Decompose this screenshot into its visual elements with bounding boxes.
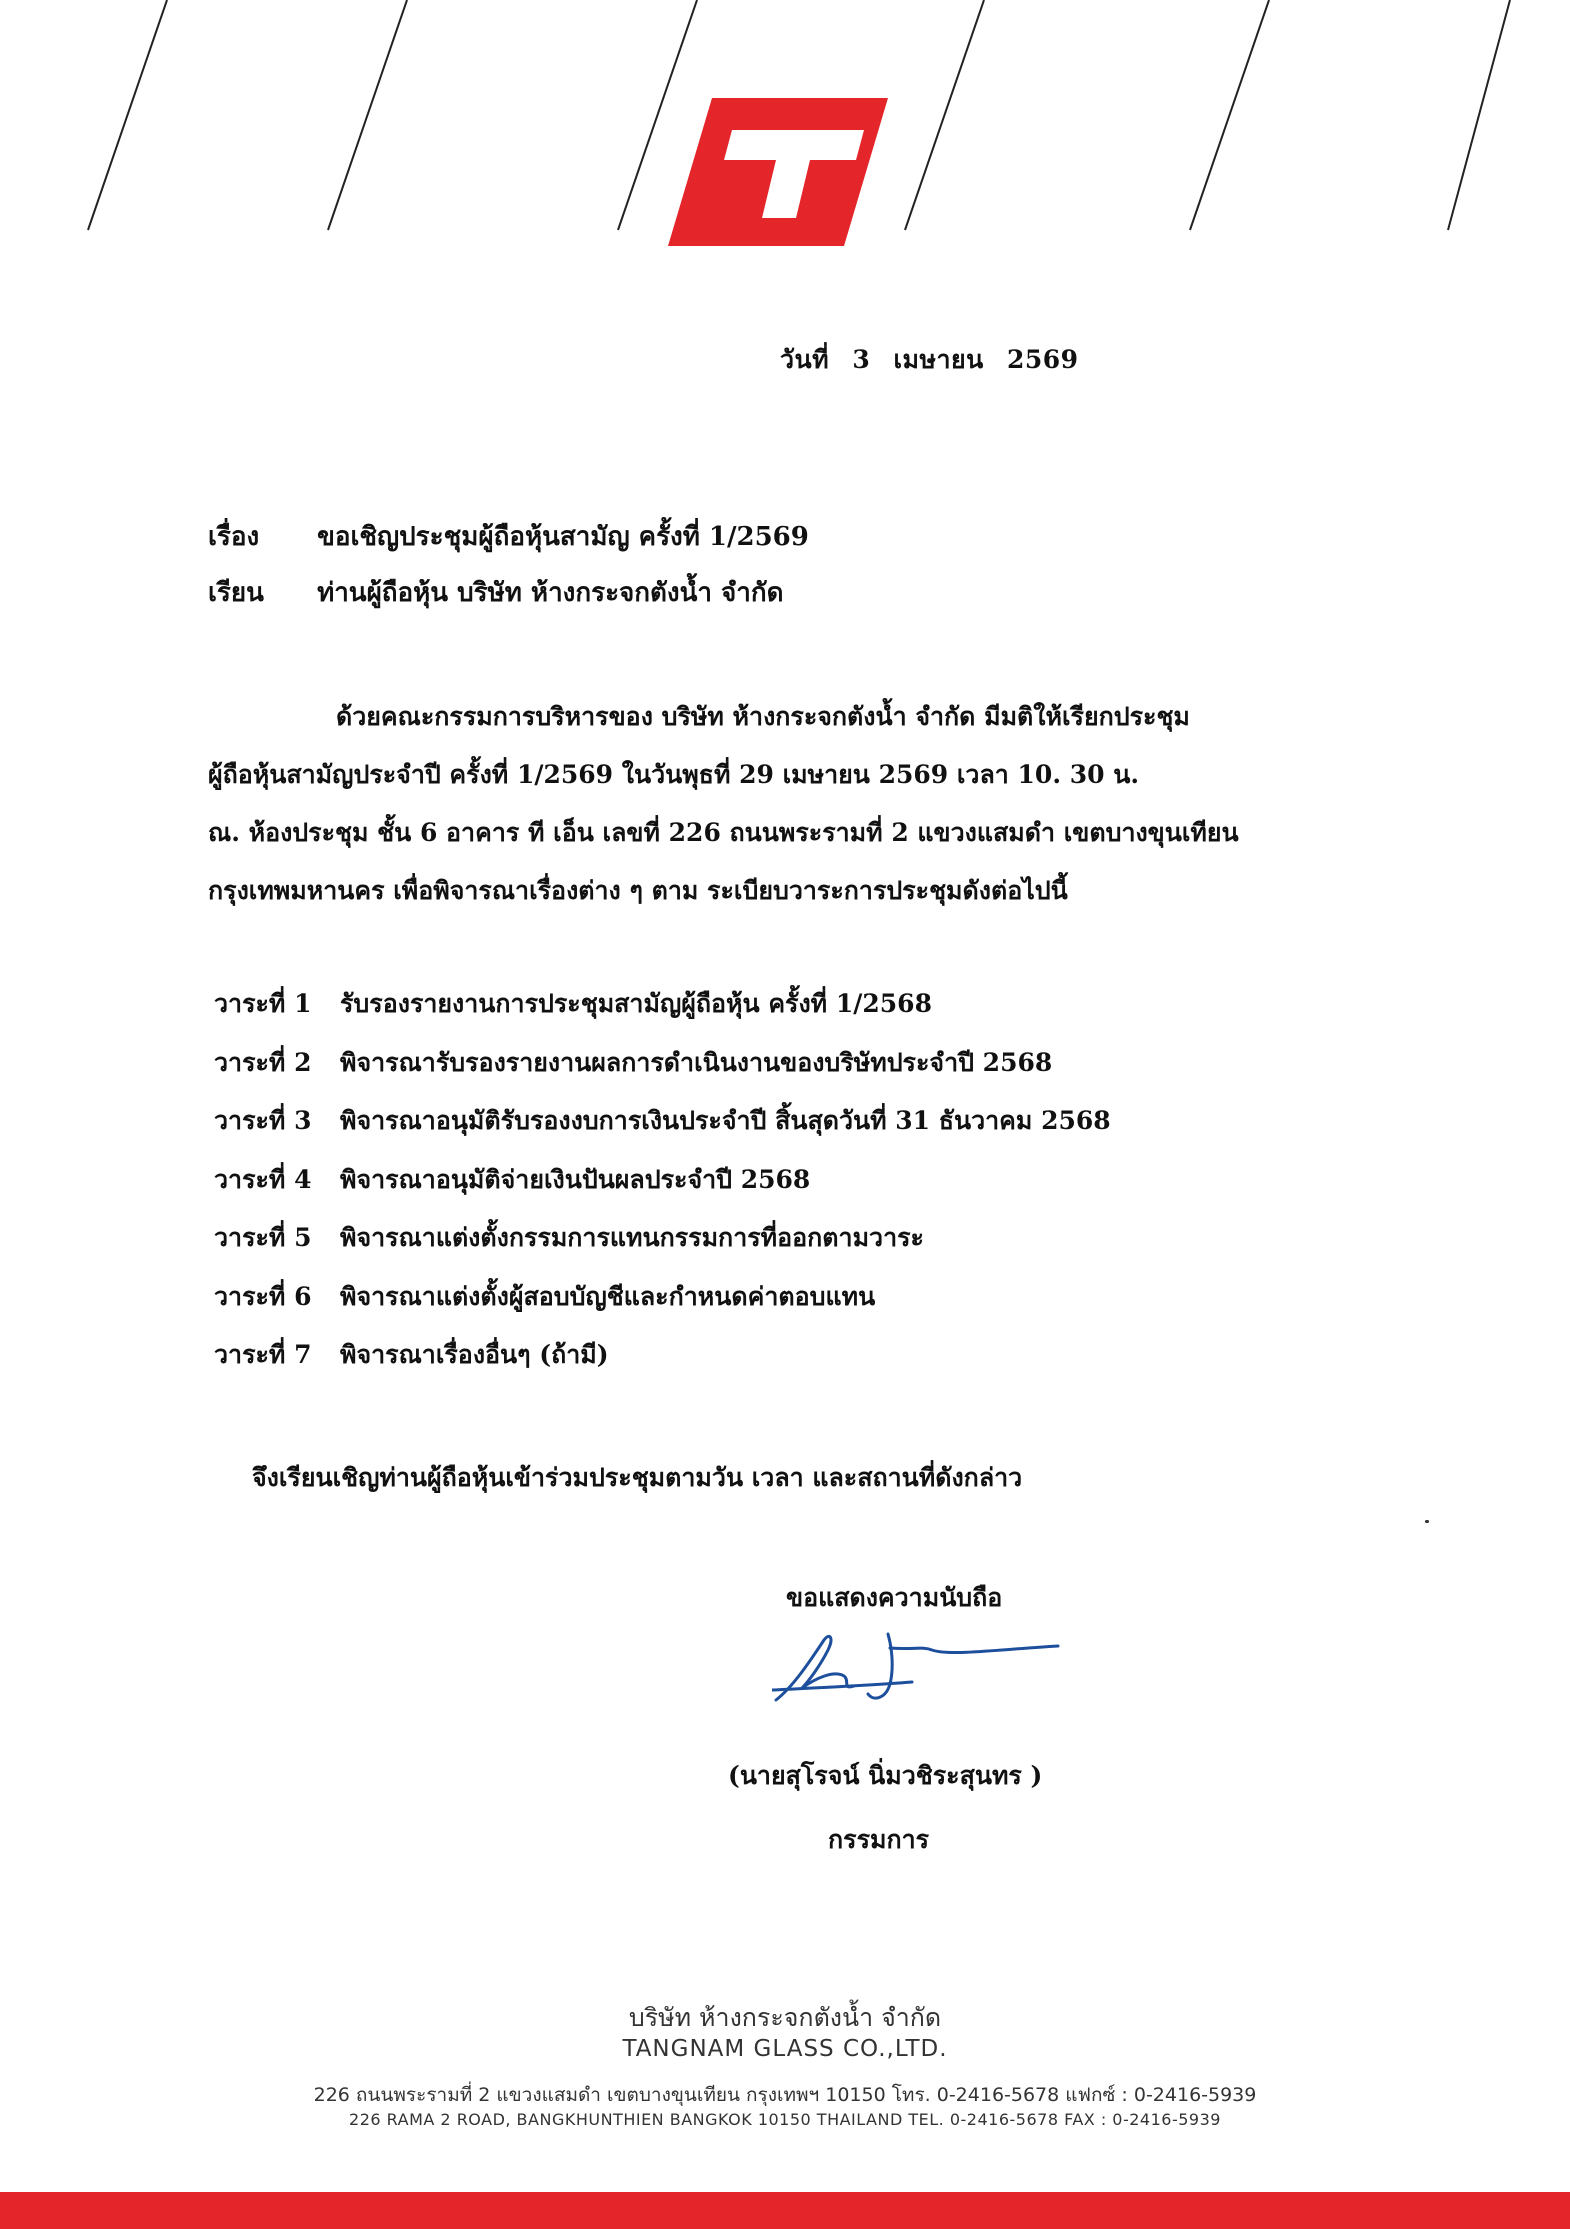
salutation-text: ท่านผู้ถือหุ้น บริษัท ห้างกระจกตังน้ำ จำกัด: [317, 578, 784, 608]
agenda-item: [214, 984, 1111, 1043]
agenda-number: วาระที่ 6: [214, 1281, 312, 1311]
agenda-item: [214, 1335, 1111, 1394]
agenda-item: [214, 1160, 1111, 1219]
body-paragraph: [208, 688, 1330, 920]
subject-row: [208, 516, 809, 557]
signer-title: กรรมการ: [828, 1825, 930, 1854]
date-year: 2569: [1006, 345, 1079, 374]
body-line: ผู้ถือหุ้นสามัญประจำปี ครั้งที่ 1/2569 ในวันพุธที่ 29 เมษายน 2569 เวลา 10. 30 น.: [208, 760, 1140, 789]
subject-text: ขอเชิญประชุมผู้ถือหุ้นสามัญ ครั้งที่ 1/2569: [317, 522, 809, 552]
agenda-text: พิจารณาเรื่องอื่นๆ (ถ้ามี): [340, 1340, 609, 1369]
signer-name: (นายสุโรจน์ นิ่มวชิระสุนทร ): [728, 1761, 1043, 1790]
footer-red-bar: [0, 2192, 1570, 2229]
date-month: เมษายน: [893, 345, 984, 374]
agenda-number: วาระที่ 1: [214, 989, 312, 1018]
body-line: ด้วยคณะกรรมการบริหารของ บริษัท ห้างกระจกตังน้ำ จำกัด มีมติให้เรียกประชุม: [336, 702, 1190, 731]
handwritten-signature: [772, 1628, 1072, 1708]
agenda-number: วาระที่ 5: [214, 1223, 312, 1252]
agenda-text: พิจารณาแต่งตั้งผู้สอบบัญชีและกำหนดค่าตอบแทน: [340, 1281, 876, 1311]
salutation-row: [208, 572, 783, 613]
closing-sentence: จึงเรียนเชิญท่านผู้ถือหุ้นเข้าร่วมประชุมตามวัน เวลา และสถานที่ดังกล่าว: [252, 1463, 1023, 1492]
agenda-number: วาระที่ 2: [214, 1047, 312, 1077]
body-line: ณ. ห้องประชุม ชั้น 6 อาคาร ที เอ็น เลขที่ 226 ถนนพระรามที่ 2 แขวงแสมดำ เขตบางขุนเทียน: [208, 818, 1239, 847]
agenda-text: รับรองรายงานการประชุมสามัญผู้ถือหุ้น ครั้งที่ 1/2568: [340, 989, 932, 1018]
salutation-label: เรียน: [208, 578, 264, 608]
agenda-number: วาระที่ 7: [214, 1340, 312, 1369]
body-line: กรุงเทพมหานคร เพื่อพิจารณาเรื่องต่าง ๆ ตาม ระเบียบวาระการประชุมดังต่อไปนี้: [208, 876, 1068, 905]
regards-text: ขอแสดงความนับถือ: [786, 1583, 1003, 1612]
agenda-text: พิจารณาแต่งตั้งกรรมการแทนกรรมการที่ออกตามวาระ: [340, 1223, 924, 1252]
agenda-item: [214, 1043, 1111, 1102]
scan-speck: [1425, 1520, 1429, 1523]
letter-date: [780, 340, 1093, 380]
tangnam-t-logo-icon: [668, 98, 888, 246]
agenda-text: พิจารณารับรองรายงานผลการดำเนินงานของบริษัทประจำปี 2568: [340, 1047, 1053, 1077]
footer-company-name-english: TANGNAM GLASS CO.,LTD.: [622, 2036, 948, 2062]
agenda-number: วาระที่ 3: [214, 1106, 312, 1135]
agenda-list: [214, 984, 1111, 1394]
agenda-number: วาระที่ 4: [214, 1164, 312, 1194]
date-day: 3: [852, 345, 871, 374]
agenda-item: [214, 1101, 1111, 1160]
agenda-item: [214, 1277, 1111, 1336]
subject-label: เรื่อง: [208, 522, 260, 552]
footer-address-english: 226 RAMA 2 ROAD, BANGKHUNTHIEN BANGKOK 10150 THAILAND TEL. 0-2416-5678 FAX : 0-2416-5939: [349, 2110, 1221, 2129]
footer-address-thai: 226 ถนนพระรามที่ 2 แขวงแสมดำ เขตบางขุนเทียน กรุงเทพฯ 10150 โทร. 0-2416-5678 แฟกซ์ : 0-2416-5939: [313, 2084, 1257, 2106]
footer-company-name-thai: บริษัท ห้างกระจกตังน้ำ จำกัด: [628, 2003, 942, 2032]
agenda-text: พิจารณาอนุมัติจ่ายเงินปันผลประจำปี 2568: [340, 1164, 811, 1194]
agenda-text: พิจารณาอนุมัติรับรองงบการเงินประจำปี สิ้นสุดวันที่ 31 ธันวาคม 2568: [340, 1106, 1111, 1135]
agenda-item: [214, 1218, 1111, 1277]
date-day-label: วันที่: [780, 345, 830, 374]
